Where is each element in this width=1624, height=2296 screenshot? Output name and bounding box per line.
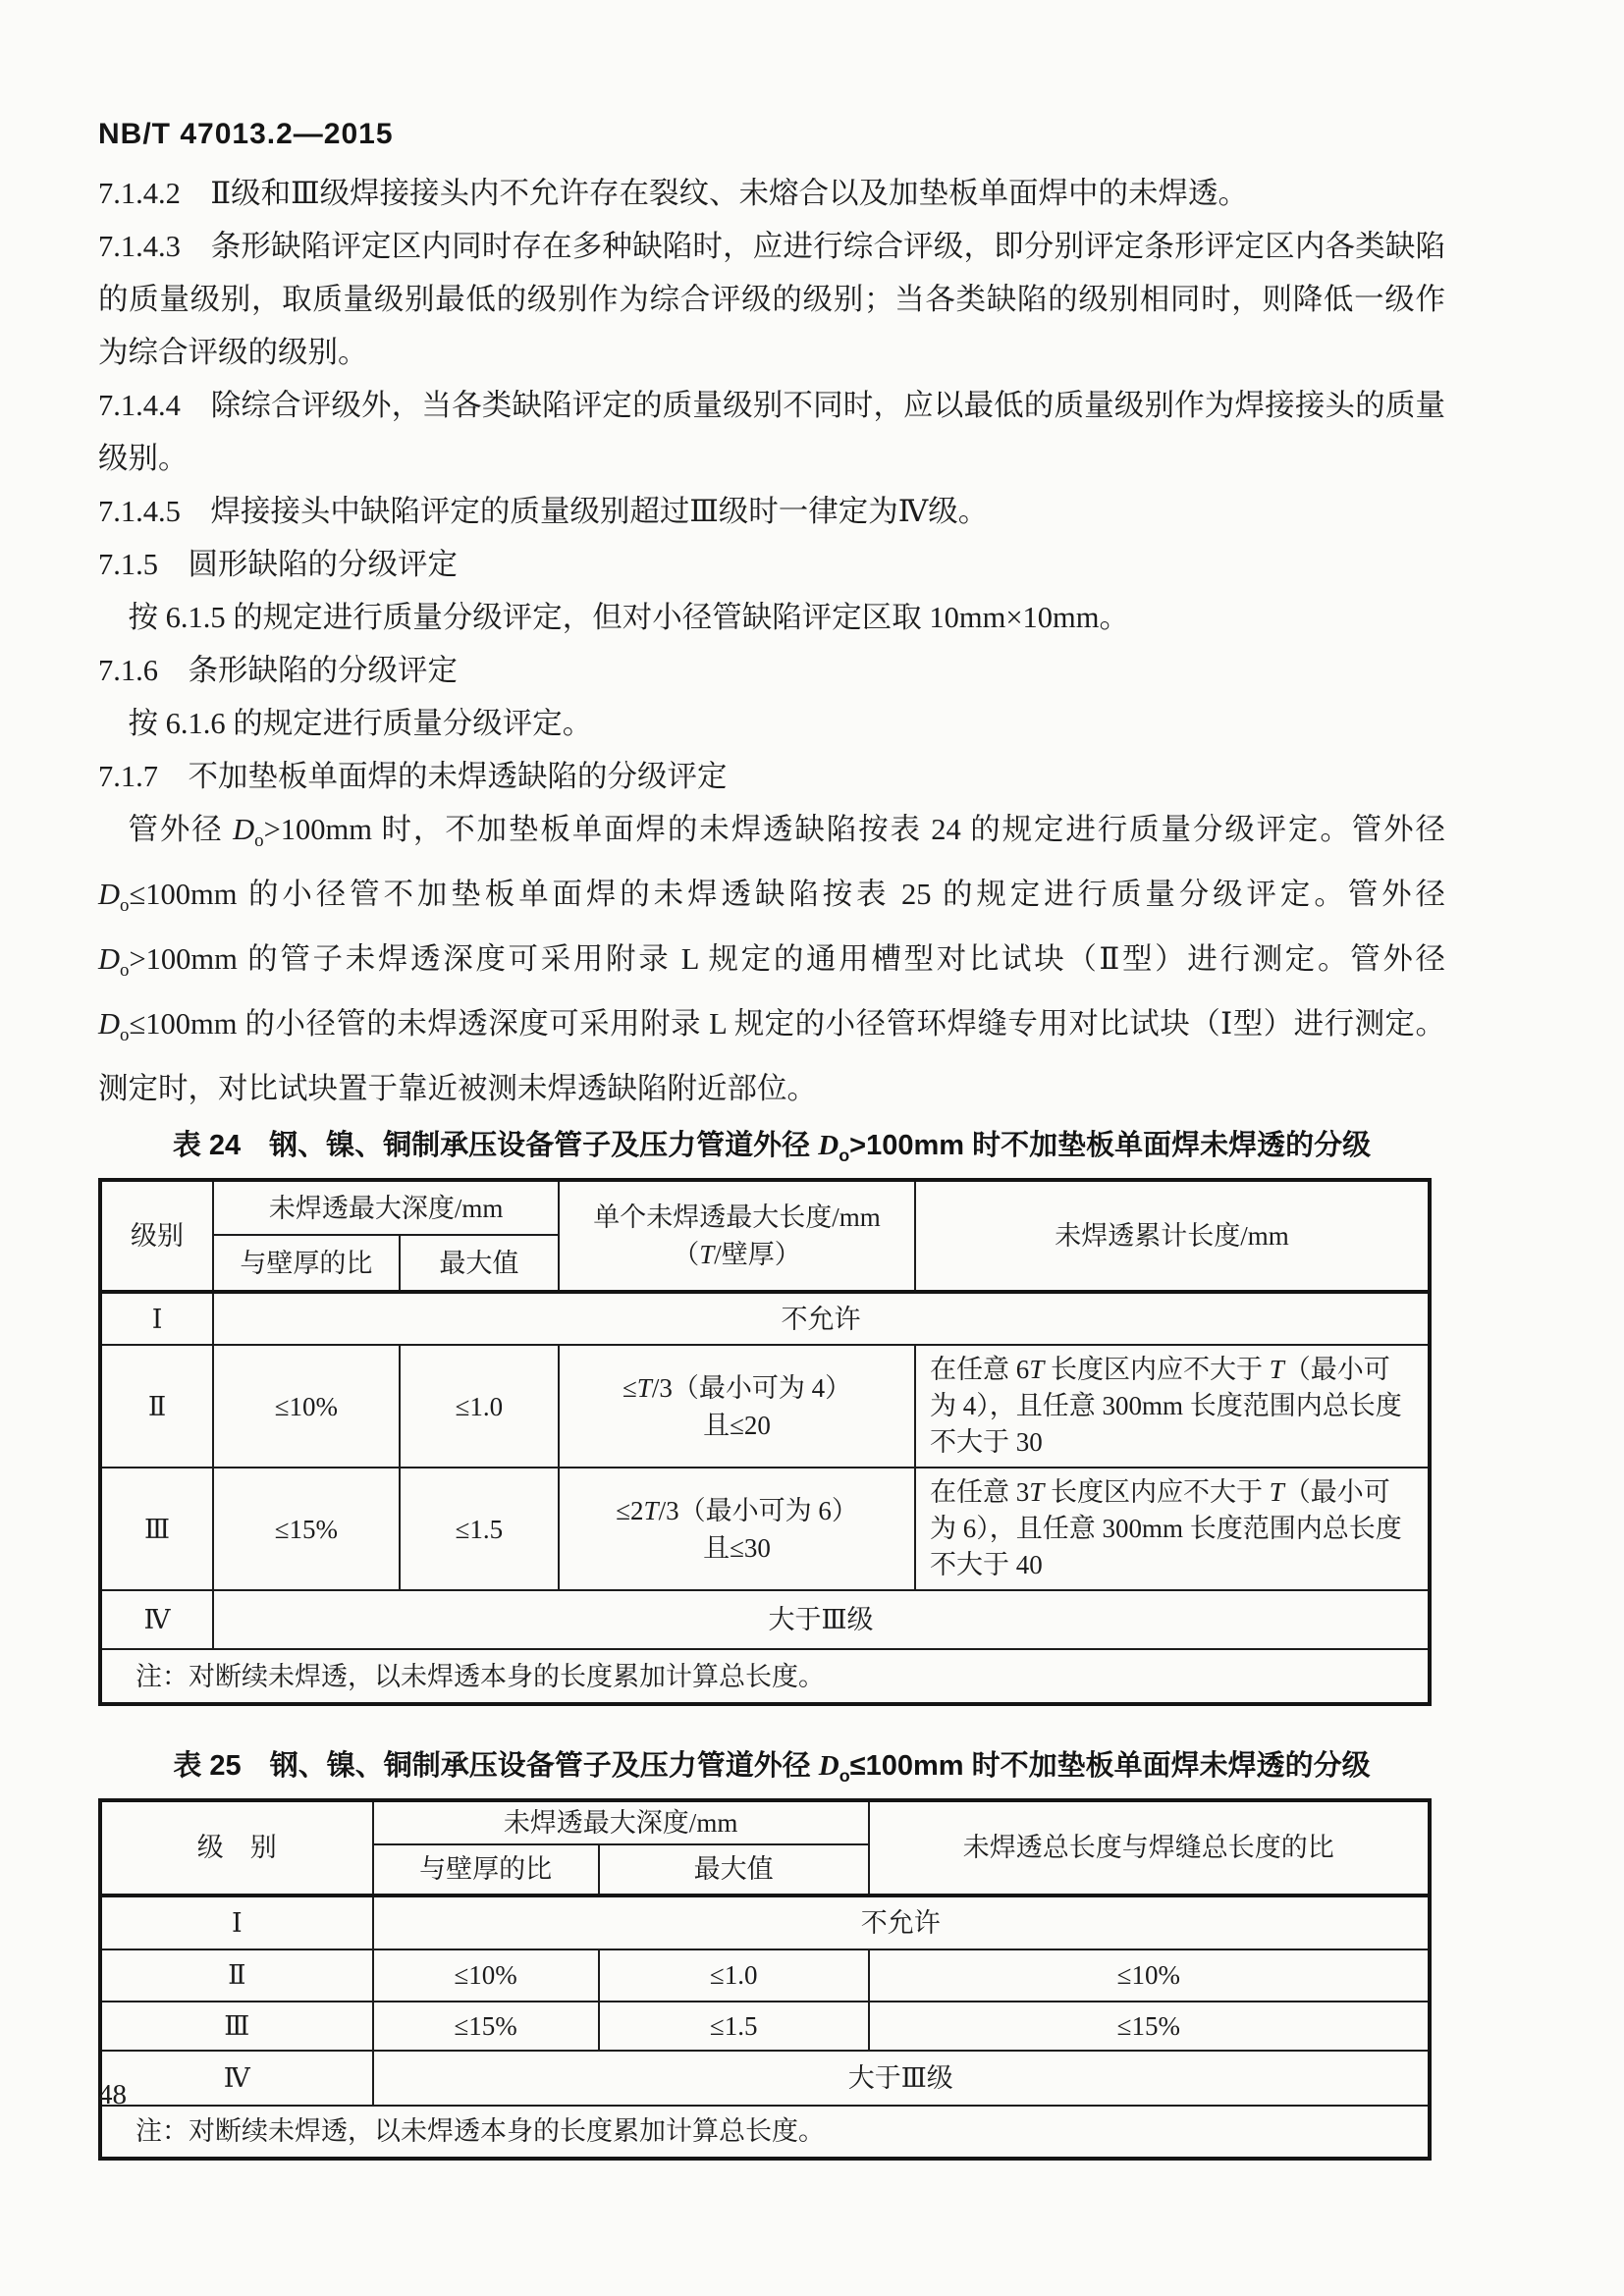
cell-max-value: ≤1.5 xyxy=(400,1468,559,1590)
col-header-wall-ratio: 与壁厚的比 xyxy=(373,1844,599,1896)
table-row xyxy=(100,1949,1430,2002)
col-header-cumulative-length: 未焊透累计长度/mm xyxy=(915,1180,1430,1292)
cell-grade: Ⅰ xyxy=(100,1896,373,1949)
col-header-wall-ratio: 与壁厚的比 xyxy=(213,1235,400,1292)
cell-grade: Ⅱ xyxy=(100,1345,213,1468)
cell-total-ratio: ≤15% xyxy=(869,2002,1430,2051)
clause-7-1-4-2: 7.1.4.2 Ⅱ级和Ⅲ级焊接接头内不允许存在裂纹、未熔合以及加垫板单面焊中的未焊透。 xyxy=(98,177,1249,210)
table25 xyxy=(98,1798,1432,2161)
table25-note-row xyxy=(100,2106,1430,2159)
cell-wall-ratio: ≤15% xyxy=(373,2002,599,2051)
clause-7-1-7-body: 管外径 $D_o>100mm$ 时，不加垫板单面焊的未焊透缺陷按表 24 的规定进行质量分级评定。管外径 $D_o\le 100mm$ 的小径管不加垫板单面焊的未焊透缺陷按表 25 的规定进行质量分级评定。管外径 $D_o>100mm$ 的管子未焊透深度可采用附录 L 规定的通用槽型对比试块（Ⅱ型）进行测定。管外径 $D_o\le 100mm$ 的小径管的未焊透深度可采用附录 L 规定的小径管环焊缝专用对比试块（Ⅰ型）进行测定。测定时，对比试块置于靠近被测未焊透缺陷附近部位。 xyxy=(98,813,1446,1106)
col-header-depth-group: 未焊透最大深度/mm xyxy=(373,1800,869,1844)
table24-note-row xyxy=(100,1649,1430,1704)
col-header-grade: 级别 xyxy=(100,1180,213,1292)
table-row xyxy=(100,1292,1430,1345)
cell-max-value: ≤1.5 xyxy=(599,2002,869,2051)
cell-max-value: ≤1.0 xyxy=(599,1949,869,2002)
cell-cumulative-length: 在任意 6T 长度区内应不大于 T（最小可为 4），且任意 300mm 长度范围内总长度不大于 30 xyxy=(915,1345,1430,1468)
col-header-total-ratio: 未焊透总长度与焊缝总长度的比 xyxy=(869,1800,1430,1896)
cell-grade: Ⅲ xyxy=(100,2002,373,2051)
clause-7-1-7-title: 7.1.7 不加垫板单面焊的未焊透缺陷的分级评定 xyxy=(98,760,728,793)
clause-7-1-4-4: 7.1.4.4 除综合评级外，当各类缺陷评定的质量级别不同时，应以最低的质量级别作为焊接接头的质量级别。 xyxy=(98,389,1445,475)
doc-number: NB/T 47013.2—2015 xyxy=(98,118,394,150)
cell-span-value: 不允许 xyxy=(213,1292,1430,1345)
table25-caption: 表 25 钢、镍、铜制承压设备管子及压力管道外径 $D_o\le 100mm$ 时不加垫板单面焊未焊透的分级 xyxy=(173,1750,1371,1786)
cell-grade: Ⅳ xyxy=(100,2051,373,2106)
table-row xyxy=(100,1345,1430,1468)
col-header-max-value: 最大值 xyxy=(599,1844,869,1896)
cell-grade: Ⅲ xyxy=(100,1468,213,1590)
table-row xyxy=(100,2002,1430,2051)
col-header-grade: 级 别 xyxy=(100,1800,373,1896)
clause-7-1-6-title: 7.1.6 条形缺陷的分级评定 xyxy=(98,654,458,687)
cell-max-value: ≤1.0 xyxy=(400,1345,559,1468)
table24-note: 注：对断续未焊透，以未焊透本身的长度累加计算总长度。 xyxy=(100,1649,1430,1704)
col-header-depth-group: 未焊透最大深度/mm xyxy=(213,1180,559,1235)
table24-caption: 表 24 钢、镍、铜制承压设备管子及压力管道外径 $D_o>100mm$ 时不加垫板单面焊未焊透的分级 xyxy=(172,1130,1372,1166)
table-row xyxy=(100,1896,1430,1949)
clause-7-1-5-title: 7.1.5 圆形缺陷的分级评定 xyxy=(98,548,458,581)
clause-7-1-4-3: 7.1.4.3 条形缺陷评定区内同时存在多种缺陷时，应进行综合评级，即分别评定条形评定区内各类缺陷的质量级别，取质量级别最低的级别作为综合评级的级别；当各类缺陷的级别相同时，则降低一级作为综合评级的级别。 xyxy=(98,230,1445,369)
cell-total-ratio: ≤10% xyxy=(869,1949,1430,2002)
table-row xyxy=(100,1590,1430,1649)
cell-wall-ratio: ≤10% xyxy=(373,1949,599,2002)
clause-7-1-6-body: 按 6.1.6 的规定进行质量分级评定。 xyxy=(128,707,593,740)
col-header-single-length: 单个未焊透最大长度/mm （T/壁厚） xyxy=(559,1180,915,1292)
table24-header-row-1 xyxy=(100,1180,1430,1235)
cell-single-length: ≤T/3（最小可为 4） 且≤20 xyxy=(559,1345,915,1468)
table-row xyxy=(100,1468,1430,1590)
cell-single-length: ≤2T/3（最小可为 6） 且≤30 xyxy=(559,1468,915,1590)
cell-grade: Ⅳ xyxy=(100,1590,213,1649)
col-header-max-value: 最大值 xyxy=(400,1235,559,1292)
clause-7-1-4-5: 7.1.4.5 焊接接头中缺陷评定的质量级别超过Ⅲ级时一律定为Ⅳ级。 xyxy=(98,495,989,528)
page-number: 48 xyxy=(98,2079,127,2110)
cell-wall-ratio: ≤10% xyxy=(213,1345,400,1468)
cell-span-value: 不允许 xyxy=(373,1896,1430,1949)
cell-wall-ratio: ≤15% xyxy=(213,1468,400,1590)
table25-header-row-1 xyxy=(100,1800,1430,1844)
cell-span-value: 大于Ⅲ级 xyxy=(373,2051,1430,2106)
table24 xyxy=(98,1178,1432,1706)
cell-cumulative-length: 在任意 3T 长度区内应不大于 T（最小可为 6），且任意 300mm 长度范围内总长度不大于 40 xyxy=(915,1468,1430,1590)
table25-note: 注：对断续未焊透，以未焊透本身的长度累加计算总长度。 xyxy=(100,2106,1430,2159)
cell-grade: Ⅱ xyxy=(100,1949,373,2002)
cell-span-value: 大于Ⅲ级 xyxy=(213,1590,1430,1649)
cell-grade: Ⅰ xyxy=(100,1292,213,1345)
table-row xyxy=(100,2051,1430,2106)
body-text xyxy=(98,167,1445,2161)
clause-7-1-5-body: 按 6.1.5 的规定进行质量分级评定，但对小径管缺陷评定区取 10mm×10mm。 xyxy=(128,601,1129,634)
